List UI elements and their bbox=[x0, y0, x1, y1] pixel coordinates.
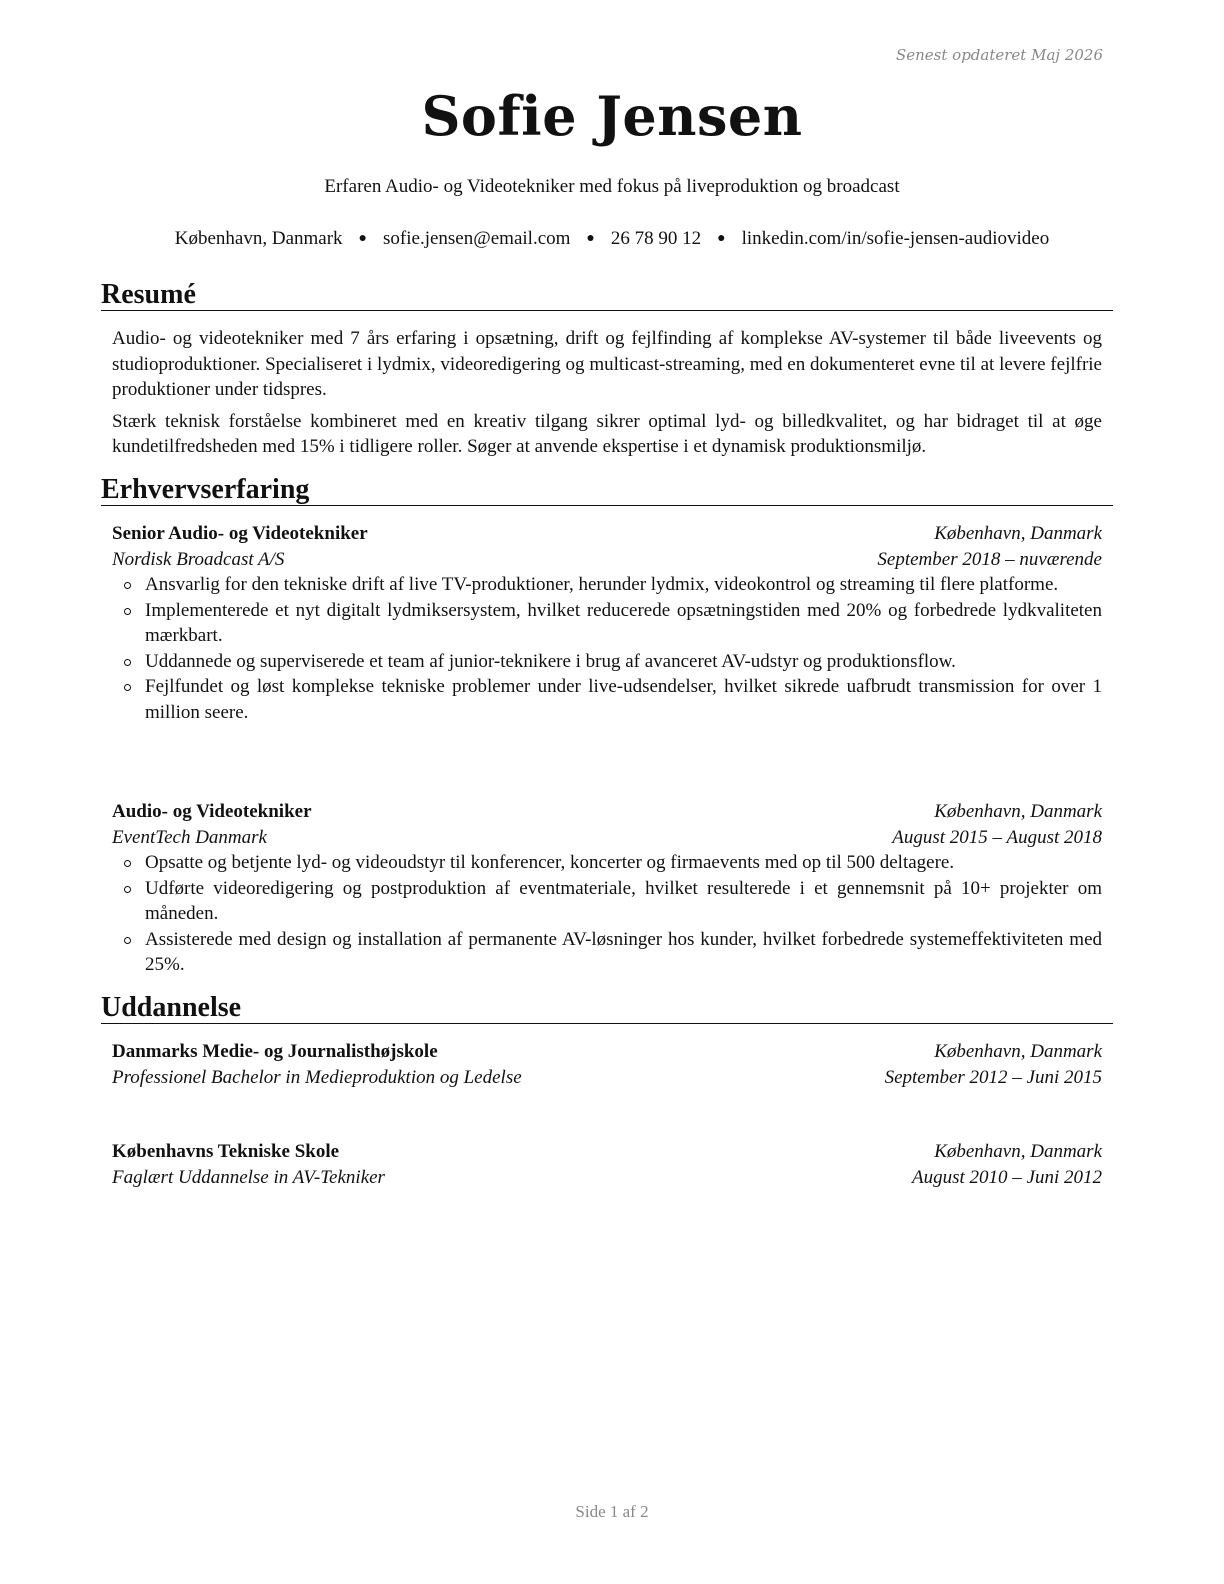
education-entry bbox=[112, 1039, 1102, 1090]
bullet-separator-icon: ● bbox=[717, 231, 726, 246]
list-item: Assisterede med design og installation af permanente AV-løsninger hos kunder, hvilket forbedrede systemeffektiviteten med 25%. bbox=[112, 927, 1102, 978]
bullet-separator-icon: ● bbox=[586, 231, 595, 246]
page-number: Side 1 af 2 bbox=[575, 1502, 649, 1521]
section-title-experience: Erhvervserfaring bbox=[101, 475, 1113, 506]
job-entry bbox=[112, 799, 1102, 978]
job-location: København, Danmark bbox=[934, 801, 1102, 822]
section-title-summary: Resumé bbox=[101, 280, 1113, 311]
summary-paragraph: Stærk teknisk forståelse kombineret med en kreativ tilgang sikrer optimal lyd- og billedkvalitet, og har bidraget til at øge kundetilfredsheden med 15% i tidligere roller. Søger at anvende ekspertise i et dynamisk produktionsmiljø. bbox=[112, 410, 1102, 457]
job-bullets bbox=[112, 850, 1102, 978]
school-location: København, Danmark bbox=[934, 1041, 1102, 1062]
list-item: Implementerede et nyt digitalt lydmiksersystem, hvilket reducerede opsætningstiden med 20% og forbedrede lydkvaliteten mærkbart. bbox=[112, 598, 1102, 649]
bullet-separator-icon: ● bbox=[358, 231, 368, 246]
list-item: Opsatte og betjente lyd- og videoudstyr til konferencer, koncerter og firmaevents med op til 500 deltagere. bbox=[112, 850, 1102, 876]
candidate-name: Sofie Jensen bbox=[421, 84, 803, 148]
job-dates: September 2018 – nuværende bbox=[877, 548, 1102, 570]
summary-body bbox=[112, 326, 1102, 466]
school-degree: Professionel Bachelor in Medieproduktion og Ledelse bbox=[112, 1066, 522, 1088]
section-title-education: Uddannelse bbox=[101, 993, 1113, 1024]
school-dates: September 2012 – Juni 2015 bbox=[884, 1066, 1102, 1088]
job-dates: August 2015 – August 2018 bbox=[892, 826, 1102, 848]
summary-paragraph: Audio- og videotekniker med 7 års erfaring i opsætning, drift og fejlfinding af komplekse AV-systemer til både liveevents og studioproduktioner. Specialiseret i lydmix, videoredigering og multicast-streaming, med en dokumenteret evne til at levere fejlfrie produktioner under tidspres. bbox=[112, 328, 1102, 400]
job-role: Senior Audio- og Videotekniker bbox=[112, 523, 368, 544]
job-company: EventTech Danmark bbox=[112, 826, 267, 848]
school-dates: August 2010 – Juni 2012 bbox=[912, 1166, 1102, 1188]
job-role: Audio- og Videotekniker bbox=[112, 801, 312, 822]
job-entry bbox=[112, 521, 1102, 725]
last-updated: Senest opdateret Maj 2026 bbox=[895, 46, 1103, 64]
contact-linkedin[interactable]: linkedin.com/in/sofie-jensen-audiovideo bbox=[741, 228, 1050, 249]
school-name: Danmarks Medie- og Journalisthøjskole bbox=[112, 1041, 438, 1062]
job-location: København, Danmark bbox=[934, 523, 1102, 544]
tagline: Erfaren Audio- og Videotekniker med fokus på liveproduktion og broadcast bbox=[324, 176, 900, 197]
school-degree: Faglært Uddannelse in AV-Tekniker bbox=[112, 1166, 385, 1188]
list-item: Fejlfundet og løst komplekse tekniske problemer under live-udsendelser, hvilket sikrede uafbrudt transmission for over 1 million seere. bbox=[112, 674, 1102, 725]
list-item: Udførte videoredigering og postproduktion af eventmateriale, hvilket resulterede i et gennemsnit på 10+ projekter om måneden. bbox=[112, 876, 1102, 927]
contact-email[interactable]: sofie.jensen@email.com bbox=[383, 228, 571, 249]
job-bullets bbox=[112, 572, 1102, 725]
education-entry bbox=[112, 1139, 1102, 1190]
contact-location: København, Danmark bbox=[174, 228, 343, 249]
list-item: Ansvarlig for den tekniske drift af live TV-produktioner, herunder lydmix, videokontrol og streaming til flere platforme. bbox=[112, 572, 1102, 598]
school-location: København, Danmark bbox=[934, 1141, 1102, 1162]
contact-phone[interactable]: 26 78 90 12 bbox=[610, 228, 702, 249]
school-name: Københavns Tekniske Skole bbox=[112, 1141, 340, 1162]
job-company: Nordisk Broadcast A/S bbox=[112, 548, 285, 570]
list-item: Uddannede og superviserede et team af junior-teknikere i brug af avanceret AV-udstyr og produktionsflow. bbox=[112, 649, 1102, 675]
contact-line bbox=[0, 228, 1224, 250]
